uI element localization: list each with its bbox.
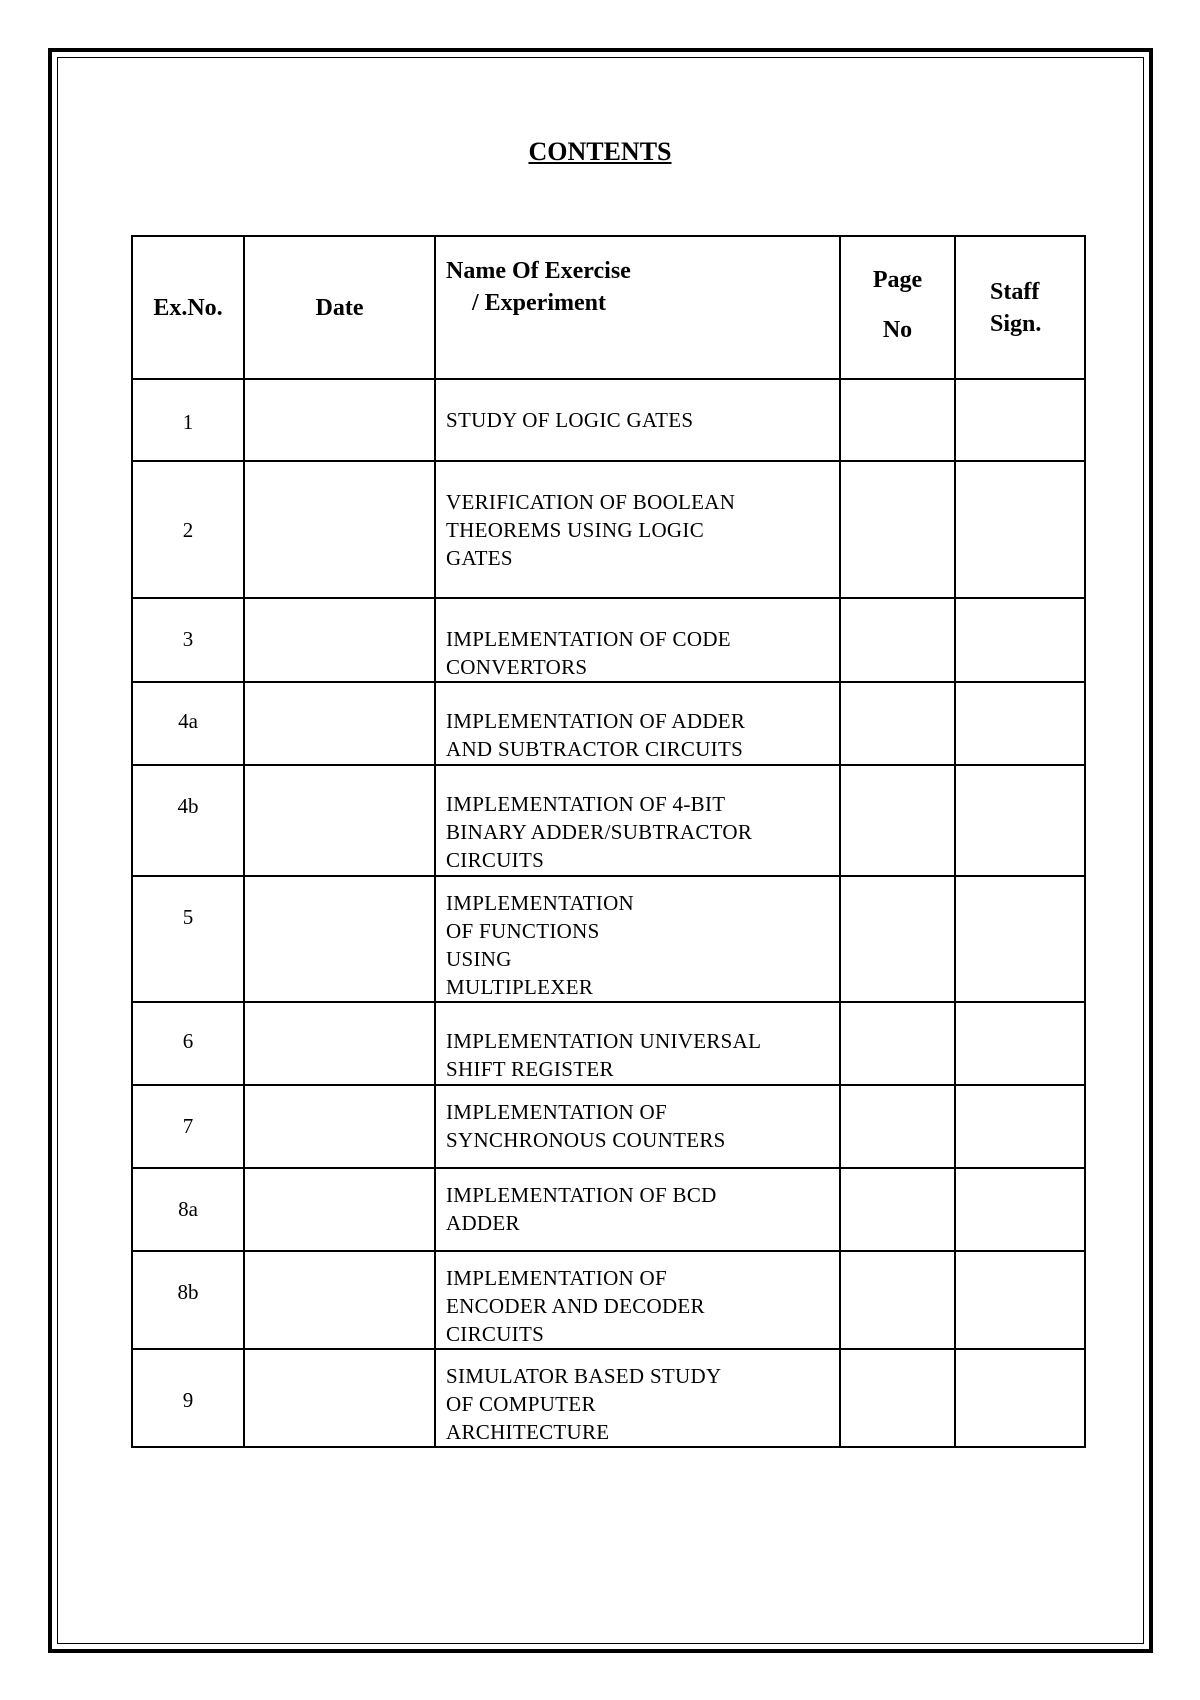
exercise-name-line: GATES: [446, 546, 513, 570]
cell-exno: 3: [132, 598, 244, 682]
cell-page-no: [840, 682, 955, 765]
exercise-name-line: CONVERTORS: [446, 655, 588, 679]
cell-exno: 4b: [132, 765, 244, 876]
cell-staff-sign: [955, 1085, 1085, 1168]
cell-page-no: [840, 765, 955, 876]
exercise-name-line: AND SUBTRACTOR CIRCUITS: [446, 737, 744, 761]
exercise-name-line: SIMULATOR BASED STUDY: [446, 1364, 722, 1388]
cell-date: [244, 682, 435, 765]
table-row: [132, 1251, 1085, 1349]
cell-exercise-name: [435, 1085, 840, 1168]
header-name-line2: / Experiment: [472, 290, 606, 316]
contents-table: [131, 235, 1086, 1448]
exercise-name-line: STUDY OF LOGIC GATES: [446, 408, 694, 432]
cell-page-no: [840, 1349, 955, 1447]
cell-page-no: [840, 1002, 955, 1085]
header-date: Date: [244, 236, 435, 379]
cell-exno: 7: [132, 1085, 244, 1168]
cell-exno: 9: [132, 1349, 244, 1447]
cell-page-no: [840, 1251, 955, 1349]
cell-staff-sign: [955, 876, 1085, 1002]
header-staff-line2: Sign.: [990, 310, 1042, 337]
cell-page-no: [840, 379, 955, 461]
cell-exercise-name: [435, 461, 840, 598]
exercise-name-line: SYNCHRONOUS COUNTERS: [446, 1128, 726, 1152]
header-staff: [955, 236, 1085, 379]
cell-date: [244, 1349, 435, 1447]
exercise-name-line: IMPLEMENTATION OF 4-BIT: [446, 792, 726, 816]
cell-exercise-name: [435, 876, 840, 1002]
cell-exercise-name: [435, 1251, 840, 1349]
cell-date: [244, 379, 435, 461]
exercise-name-line: IMPLEMENTATION OF ADDER: [446, 709, 746, 733]
cell-date: [244, 1085, 435, 1168]
cell-exno: 1: [132, 379, 244, 461]
cell-staff-sign: [955, 379, 1085, 461]
cell-page-no: [840, 598, 955, 682]
cell-exno: 8b: [132, 1251, 244, 1349]
exercise-name-line: THEOREMS USING LOGIC: [446, 518, 704, 542]
table-row: [132, 1349, 1085, 1447]
cell-staff-sign: [955, 765, 1085, 876]
exercise-name-line: ENCODER AND DECODER: [446, 1294, 705, 1318]
cell-exno: 2: [132, 461, 244, 598]
cell-page-no: [840, 1085, 955, 1168]
cell-date: [244, 598, 435, 682]
table-row: [132, 379, 1085, 461]
table-row: [132, 1002, 1085, 1085]
exercise-name-line: CIRCUITS: [446, 848, 545, 872]
exercise-name-line: VERIFICATION OF BOOLEAN: [446, 490, 736, 514]
exercise-name-line: BINARY ADDER/SUBTRACTOR: [446, 820, 753, 844]
table-body: [132, 379, 1085, 1447]
table-row: [132, 598, 1085, 682]
table-row: [132, 461, 1085, 598]
exercise-name-line: IMPLEMENTATION OF: [446, 1266, 667, 1290]
cell-staff-sign: [955, 461, 1085, 598]
cell-page-no: [840, 876, 955, 1002]
header-page-line2: No: [882, 317, 913, 343]
header-name: [435, 236, 840, 379]
table-row: [132, 1168, 1085, 1251]
exercise-name-line: IMPLEMENTATION OF CODE: [446, 627, 731, 651]
cell-page-no: [840, 1168, 955, 1251]
table-row: [132, 876, 1085, 1002]
page-title: CONTENTS: [528, 137, 672, 166]
exercise-name-line: IMPLEMENTATION OF BCD: [446, 1183, 717, 1207]
exercise-name-line: IMPLEMENTATION OF: [446, 1100, 667, 1124]
cell-date: [244, 1168, 435, 1251]
cell-page-no: [840, 461, 955, 598]
cell-exno: 6: [132, 1002, 244, 1085]
cell-staff-sign: [955, 1349, 1085, 1447]
exercise-name-line: IMPLEMENTATION: [446, 891, 635, 915]
exercise-name-line: OF COMPUTER: [446, 1392, 596, 1416]
cell-staff-sign: [955, 1251, 1085, 1349]
cell-exercise-name: [435, 682, 840, 765]
header-staff-line1: Staff: [990, 278, 1040, 305]
cell-exercise-name: [435, 765, 840, 876]
header-name-line1: Name Of Exercise: [446, 258, 631, 284]
cell-exercise-name: [435, 1002, 840, 1085]
cell-exercise-name: [435, 598, 840, 682]
cell-date: [244, 765, 435, 876]
cell-date: [244, 876, 435, 1002]
exercise-name-line: ADDER: [446, 1211, 520, 1235]
header-exno: Ex.No.: [132, 236, 244, 379]
cell-staff-sign: [955, 682, 1085, 765]
cell-exercise-name: [435, 379, 840, 461]
cell-date: [244, 1251, 435, 1349]
cell-date: [244, 461, 435, 598]
exercise-name-line: SHIFT REGISTER: [446, 1057, 614, 1081]
exercise-name-line: MULTIPLEXER: [446, 975, 594, 999]
cell-exercise-name: [435, 1349, 840, 1447]
cell-exercise-name: [435, 1168, 840, 1251]
cell-staff-sign: [955, 598, 1085, 682]
exercise-name-line: ARCHITECTURE: [446, 1420, 610, 1444]
table-row: [132, 1085, 1085, 1168]
exercise-name-line: USING: [446, 947, 512, 971]
table-row: [132, 765, 1085, 876]
header-row: [132, 236, 1085, 379]
exercise-name-line: OF FUNCTIONS: [446, 919, 600, 943]
cell-staff-sign: [955, 1002, 1085, 1085]
cell-exno: 5: [132, 876, 244, 1002]
cell-staff-sign: [955, 1168, 1085, 1251]
exercise-name-line: IMPLEMENTATION UNIVERSAL: [446, 1029, 762, 1053]
header-page-line1: Page: [872, 267, 923, 293]
table-row: [132, 682, 1085, 765]
header-page: [840, 236, 955, 379]
cell-date: [244, 1002, 435, 1085]
cell-exno: 4a: [132, 682, 244, 765]
cell-exno: 8a: [132, 1168, 244, 1251]
exercise-name-line: CIRCUITS: [446, 1322, 545, 1346]
